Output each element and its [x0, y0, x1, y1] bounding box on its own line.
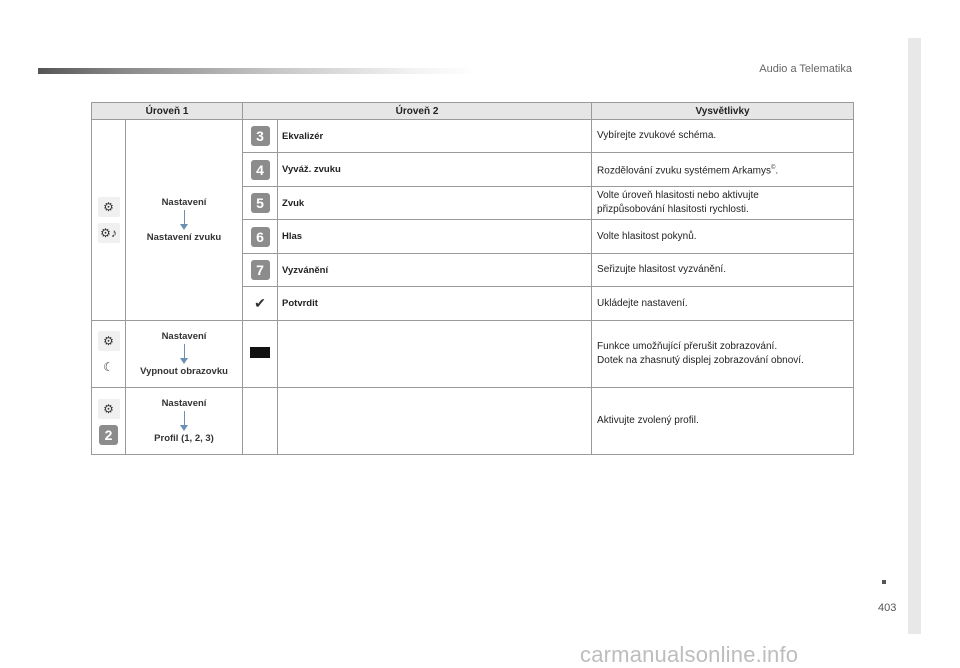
explanation: Seřizujte hlasitost vyzvánění.	[592, 254, 854, 287]
level1-label: Nastavení	[161, 197, 207, 208]
table-row	[92, 120, 854, 153]
sound-settings-icon: ⚙♪	[98, 223, 120, 243]
header-level1: Úroveň 1	[92, 103, 243, 120]
table-row	[92, 321, 854, 388]
badge-6-icon: 6	[251, 227, 270, 247]
arrow-down-icon	[184, 210, 185, 224]
page-marker	[882, 580, 886, 584]
level1-sublabel: Nastavení zvuku	[146, 232, 222, 243]
level2-label: Vyváž. zvuku	[278, 153, 592, 187]
group3-icons	[92, 388, 126, 455]
settings-gear-icon: ⚙	[98, 331, 120, 351]
badge-7-icon: 7	[251, 260, 270, 280]
arrow-down-icon	[184, 344, 185, 358]
badge-4-icon: 4	[251, 160, 270, 180]
level2-label: Vyzvánění	[278, 254, 592, 287]
group1-icons	[92, 120, 126, 321]
checkmark-icon: ✔	[254, 295, 266, 311]
level1-sublabel: Vypnout obrazovku	[140, 366, 228, 377]
explanation: Rozdělování zvuku systémem Arkamys©.	[592, 153, 854, 187]
explanation: Volte hlasitost pokynů.	[592, 220, 854, 254]
settings-gear-icon: ⚙	[98, 399, 120, 419]
explanation: Ukládejte nastavení.	[592, 287, 854, 321]
group3-level1	[126, 388, 243, 455]
settings-gear-icon: ⚙	[98, 197, 120, 217]
group2-icons	[92, 321, 126, 388]
header-explanation: Vysvětlivky	[592, 103, 854, 120]
level2-label: Zvuk	[278, 187, 592, 220]
badge-3-icon: 3	[251, 126, 270, 146]
level1-label: Nastavení	[161, 398, 207, 409]
header-level2: Úroveň 2	[243, 103, 592, 120]
level2-label: Potvrdit	[278, 287, 592, 321]
level1-sublabel: Profil (1, 2, 3)	[154, 433, 214, 444]
moon-icon: ☾	[98, 357, 120, 377]
watermark: carmanualsonline.info	[580, 642, 799, 667]
screen-off-icon	[250, 347, 270, 358]
header-title: Audio a Telematika	[759, 63, 852, 75]
arrow-down-icon	[184, 411, 185, 425]
profile-badge-icon: 2	[99, 425, 118, 445]
page-number: 403	[878, 602, 897, 614]
explanation: Vybírejte zvukové schéma.	[592, 120, 854, 153]
side-strip	[908, 38, 921, 634]
explanation: Volte úroveň hlasitosti nebo aktivujte přizpůsobování hlasitosti rychlosti.	[592, 187, 854, 220]
badge-5-icon: 5	[251, 193, 270, 213]
level2-label: Ekvalizér	[278, 120, 592, 153]
group1-level1	[126, 120, 243, 321]
table-row	[92, 388, 854, 455]
explanation: Aktivujte zvolený profil.	[592, 388, 854, 455]
header-gradient-bar	[38, 68, 478, 74]
settings-table	[91, 102, 854, 455]
group2-level1	[126, 321, 243, 388]
level1-label: Nastavení	[161, 331, 207, 342]
level2-label: Hlas	[278, 220, 592, 254]
explanation: Funkce umožňující přerušit zobrazování. Dotek na zhasnutý displej zobrazování obnoví.	[592, 321, 854, 388]
table-header-row	[92, 103, 854, 120]
